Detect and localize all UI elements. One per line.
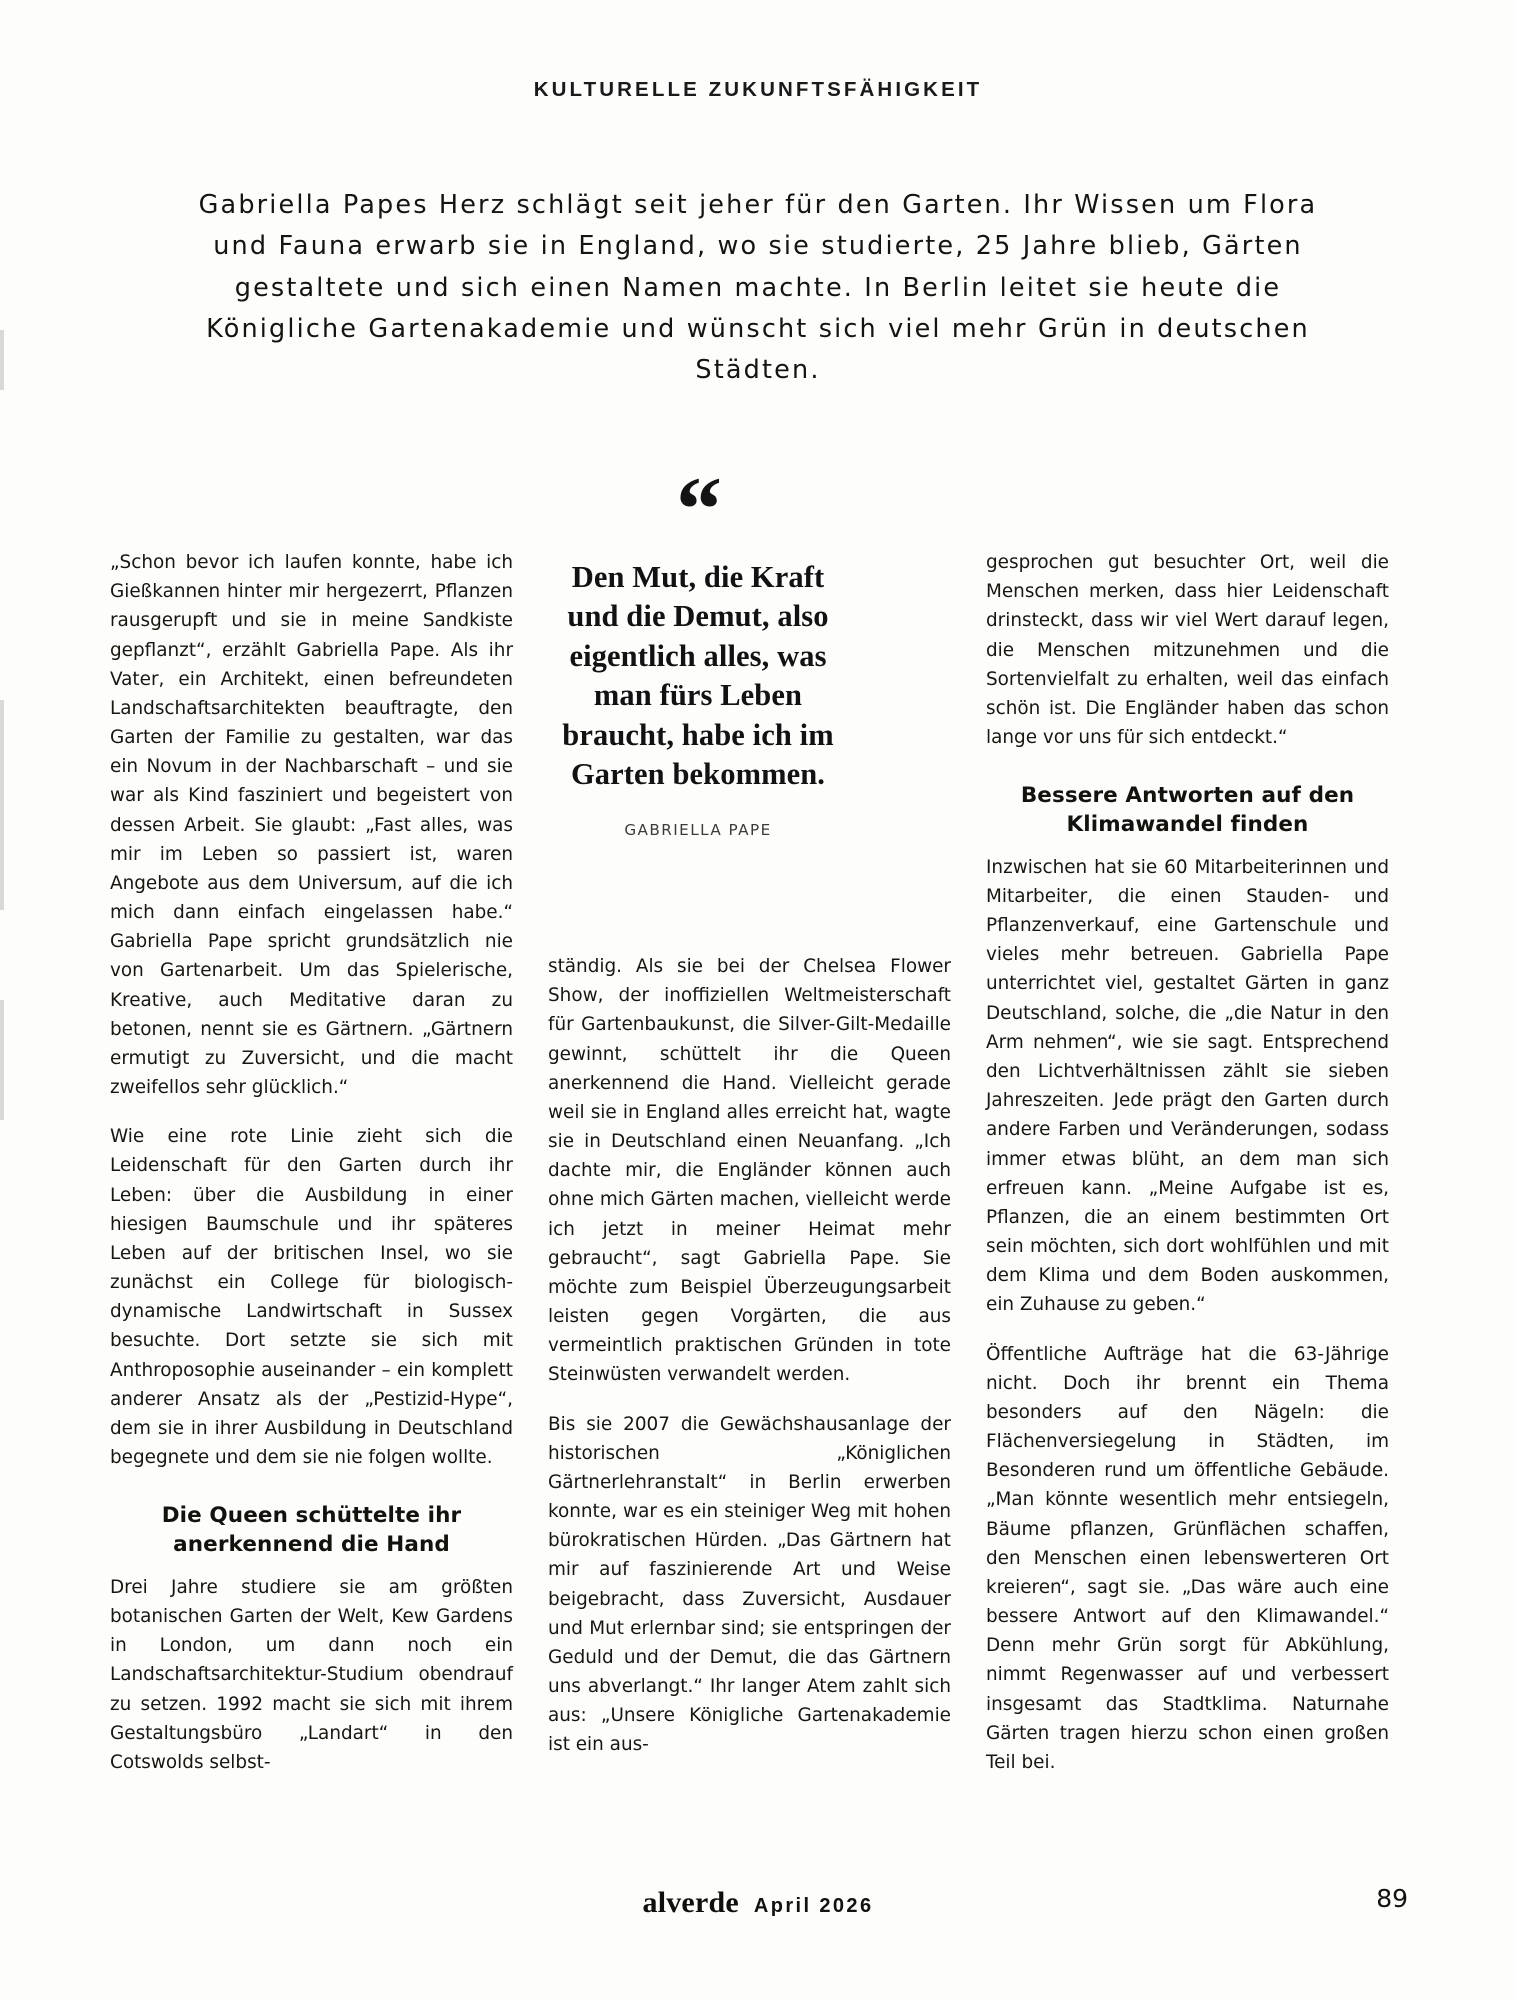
paragraph: „Schon bevor ich laufen konnte, habe ich Gießkannen hinter mir hergezerrt, Pflanzen rausgerupft und sie in meine Sandkiste gepflanzt“, erzählt Gabriella Pape. Als ihr Vater, ein Architekt, einen befreundeten Landschaftsarchitekten beauftragte, den Garten der Familie zu gestalten, war das ein Novum in der Nachbarschaft – und sie war als Kind fasziniert und begeistert von dessen Arbeit. Sie glaubt: „Fast alles, was mir im Leben so passiert ist, waren Angebote aus dem Universum, auf die ich mich dann einfach eingelassen habe.“ Gabriella Pape spricht grundsätzlich nie von Gartenarbeit. Um das Spielerische, Kreative, auch Meditative daran zu betonen, nennt sie es Gärtnern. „Gärtnern ermutigt zu Zuversicht, und die macht zweifellos sehr glücklich.“ <box>110 552 513 1099</box>
column-left <box>110 548 513 1777</box>
paragraph: Drei Jahre studiere sie am größten botanischen Garten der Welt, Kew Gardens in London, um dann noch ein Landschaftsarchitektur-Studium obendrauf zu setzen. 1992 macht sie sich mit ihrem Gestaltungsbüro „Landart“ in den Cotswolds selbst- <box>110 1576 513 1773</box>
issue-date: April 2026 <box>753 1895 874 1917</box>
scan-edge-mark <box>0 700 4 910</box>
scan-edge-mark <box>0 1000 4 1120</box>
section-subheading: Bessere Antworten auf den Klimawandel finden <box>1020 783 1355 837</box>
section-subheading: Die Queen schüttelte ihr anerkennend die Hand <box>161 1503 462 1558</box>
running-head: KULTURELLE ZUKUNFTSFÄHIGKEIT <box>533 78 983 101</box>
pull-quote-text: Den Mut, die Kraft und die Demut, also eigentlich alles, was man fürs Leben braucht, habe ich im Garten bekommen. <box>562 560 834 792</box>
paragraph: Öffentliche Aufträge hat die 63-Jährige nicht. Doch ihr brennt ein Thema besonders auf den Nägeln: die Flächenversiegelung in Städten, im Besonderen rund um öffentliche Gebäude. „Man könnte wesentlich mehr entsiegeln, Bäume pflanzen, Grünflächen schaffen, den Menschen einen lebenswerteren Ort kreieren“, sagt sie. „Das wäre auch eine bessere Antwort auf den Klimawandel.“ Denn mehr Grün sorgt für Abkühlung, nimmt Regenwasser auf und verbessert insgesamt das Stadtklima. Naturnahe Gärten tragen hierzu schon einen großen Teil bei. <box>986 1343 1389 1773</box>
article-columns <box>110 548 1410 1838</box>
paragraph: Wie eine rote Linie zieht sich die Leidenschaft für den Garten durch ihr Leben: über die Ausbildung in einer hiesigen Baumschule und ihr späteres Leben auf der britischen Insel, wo sie zunächst ein College für biologisch-dynamische Landwirtschaft in Sussex besuchte. Dort setzte sie sich mit Anthroposophie auseinander – ein komplett anderer Ansatz als der „Pestizid-Hype“, dem sie in ihrer Ausbildung in Deutschland begegnete und dem sie nie folgen wollte. <box>110 1126 513 1469</box>
column-right <box>986 548 1389 1777</box>
column-middle <box>548 548 951 1760</box>
footer-imprint <box>0 1886 1516 1920</box>
lead-paragraph: Gabriella Papes Herz schlägt seit jeher für den Garten. Ihr Wissen um Flora und Fauna erwarb sie in England, wo sie studierte, 25 Jahre blieb, Gärten gestaltete und sich einen Namen machte. In Berlin leitet sie heute die Königliche Gartenakademie und wünscht sich viel mehr Grün in deutschen Städten. <box>198 190 1318 386</box>
scan-edge-mark <box>0 330 4 390</box>
paragraph: ständig. Als sie bei der Chelsea Flower Show, der inoffiziellen Weltmeisterschaft für Gartenbaukunst, die Silver-Gilt-Medaille gewinnt, schüttelt ihr die Queen anerkennend die Hand. Vielleicht gerade weil sie in England alles erreicht hat, wagte sie in Deutschland einen Neuanfang. „Ich dachte mir, die Engländer können auch ohne mich Gärten machen, vielleicht werde ich jetzt in meiner Heimat mehr gebraucht“, sagt Gabriella Pape. Sie möchte zum Beispiel Überzeugungsarbeit leisten gegen Vorgärten, die aus vermeintlich praktischen Gründen in tote Steinwüsten verwandelt werden. <box>548 956 951 1386</box>
brand-logo: alverde <box>642 1886 739 1919</box>
pull-quote-attribution: GABRIELLA PAPE <box>624 820 772 839</box>
page-number: 89 <box>1376 1884 1408 1913</box>
page-footer <box>0 1886 1516 1926</box>
paragraph: gesprochen gut besuchter Ort, weil die Menschen merken, dass hier Leidenschaft drinsteckt, dass wir viel Wert darauf legen, die Menschen mitzunehmen und die Sortenvielfalt zu erhalten, weil das einfach schön ist. Die Engländer haben das schon lange vor uns für sich entdeckt.“ <box>986 552 1389 749</box>
paragraph: Bis sie 2007 die Gewächshausanlage der historischen „Königlichen Gärtnerlehranstalt“ in Berlin erwerben konnte, war es ein steiniger Weg mit hohen bürokratischen Hürden. „Das Gärtnern hat mir auf faszinierende Art und Weise beigebracht, dass Zuversicht, Ausdauer und Mut erlernbar sind; sie entspringen der Geduld und der Demut, die das Gärtnern uns abverlangt.“ Ihr langer Atem zahlt sich aus: „Unsere Königliche Gartenakademie ist ein aus- <box>548 1413 951 1756</box>
paragraph: Inzwischen hat sie 60 Mitarbeiterinnen und Mitarbeiter, die einen Stauden- und Pflanzenverkauf, eine Gartenschule und vieles mehr betreuen. Gabriella Pape unterrichtet viel, gestaltet Gärten in ganz Deutschland, solche, die „die Natur in den Arm nehmen“, wie sie sagt. Entsprechend den Lichtverhältnissen zählt sie sieben Jahreszeiten. Jede prägt den Garten durch andere Farben und Veränderungen, sodass immer etwas blüht, an dem man sich erfreuen kann. „Meine Aufgabe ist es, Pflanzen, die an einem bestimmten Ort sein möchten, sich dort wohlfühlen und mit dem Klima und dem Boden auskommen, ein Zuhause zu geben.“ <box>986 856 1389 1316</box>
quote-mark-icon: “ <box>676 458 720 560</box>
